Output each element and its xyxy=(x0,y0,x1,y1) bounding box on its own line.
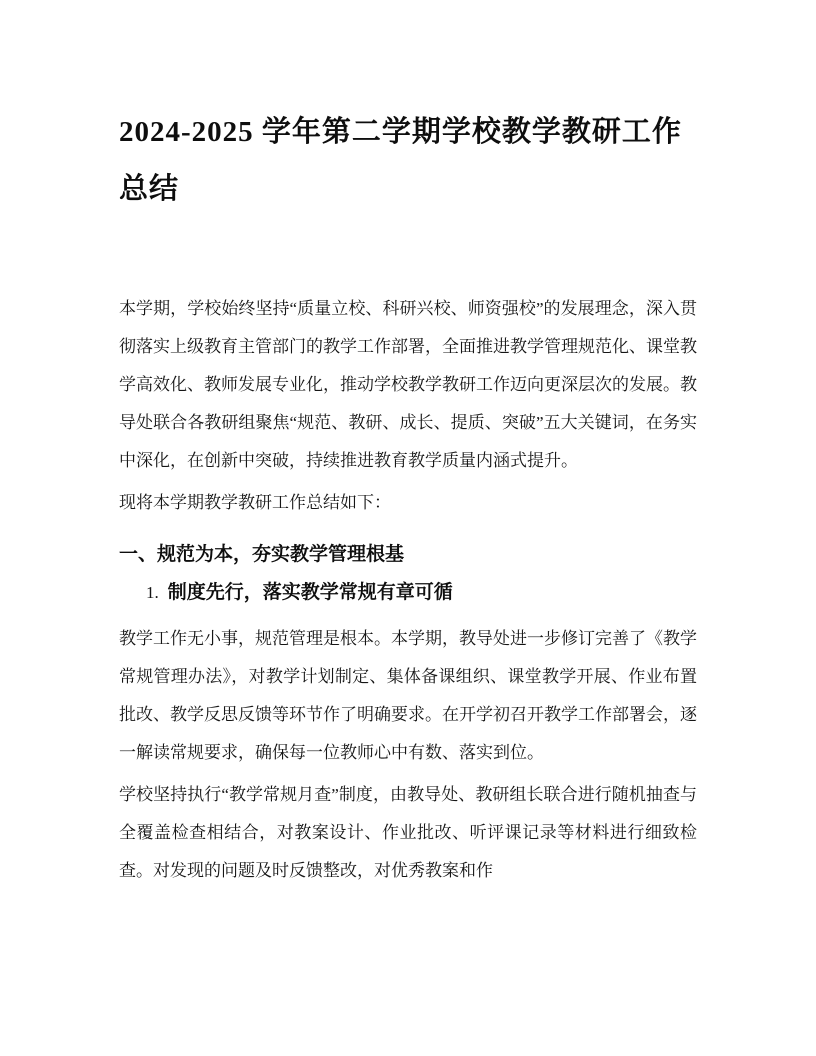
paragraph-teaching-routine: 教学工作无小事，规范管理是根本。本学期，教导处进一步修订完善了《教学常规管理办法》，对教学计划制定、集体备课组织、课堂教学开展、作业布置批改、教学反思反馈等环节作了明确要求。在开学初召开教学工作部署会，逐一解读常规要求，确保每一位教师心中有数、落实到位。 xyxy=(119,629,697,762)
subheading-number: 1. xyxy=(146,583,159,602)
numbered-subheading-1 xyxy=(119,574,697,612)
paragraph-monthly-check-truncated: 学校坚持执行“教学常规月查”制度，由教导处、教研组长联合进行随机抽查与全覆盖检查相结合，对教案设计、作业批改、听评课记录等材料进行细致检查。对发现的问题及时反馈整改，对优秀教案和作 xyxy=(119,785,697,880)
intro-paragraph: 本学期，学校始终坚持“质量立校、科研兴校、师资强校”的发展理念，深入贯彻落实上级教育主管部门的教学工作部署，全面推进教学管理规范化、课堂教学高效化、教师发展专业化，推动学校教学教研工作迈向更深层次的发展。教导处联合各教研组聚焦“规范、教研、成长、提质、突破”五大关键词，在务实中深化，在创新中突破，持续推进教育教学质量内涵式提升。 xyxy=(119,299,697,470)
section-heading-1: 一、规范为本，夯实教学管理根基 xyxy=(119,544,405,565)
document-title: 2024-2025 学年第二学期学校教学教研工作总结 xyxy=(119,116,682,205)
summary-lead-in: 现将本学期教学教研工作总结如下： xyxy=(119,493,391,512)
subheading-title: 制度先行，落实教学常规有章可循 xyxy=(167,582,453,603)
